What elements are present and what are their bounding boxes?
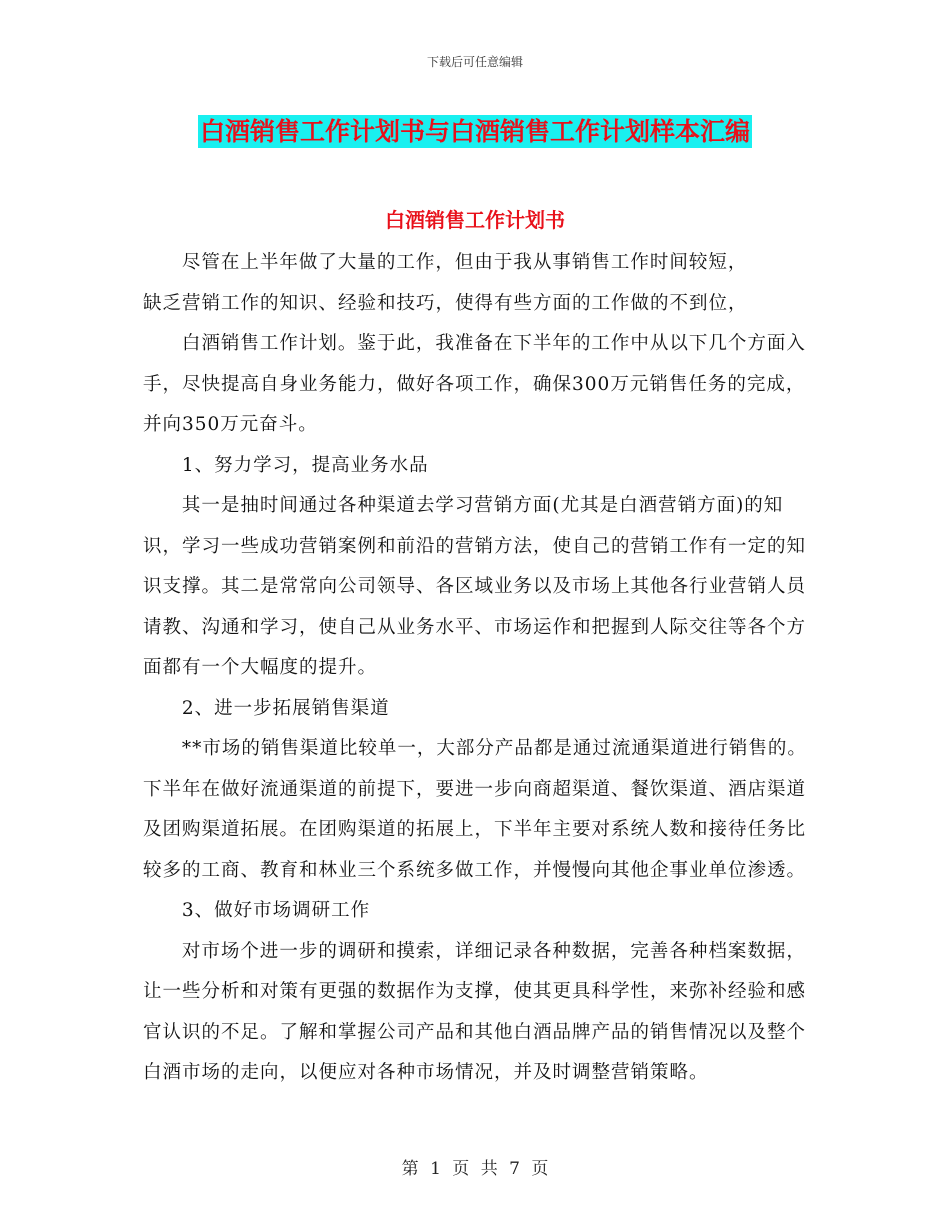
document-title	[0, 112, 950, 148]
paragraph: **市场的销售渠道比较单一，大部分产品都是通过流通渠道进行销售的。下半年在做好流通渠道的前提下，要进一步向商超渠道、餐饮渠道、酒店渠道及团购渠道拓展。在团购渠道的拓展上，下半年主要对系统人数和接待任务比较多的工商、教育和林业三个系统多做工作，并慢慢向其他企事业单位渗透。	[143, 738, 807, 881]
document-body	[143, 243, 808, 1094]
paragraph: 对市场个进一步的调研和摸索，详细记录各种数据，完善各种档案数据，让一些分析和对策有更强的数据作为支撑，使其更具科学性，来弥补经验和感官认识的不足。了解和掌握公司产品和其他白酒品牌产品的销售情况以及整个白酒市场的走向，以便应对各种市场情况，并及时调整营销策略。	[143, 940, 807, 1083]
paragraph: 白酒销售工作计划。鉴于此，我准备在下半年的工作中从以下几个方面入手，尽快提高自身业务能力，做好各项工作，确保300万元销售任务的完成，并向350万元奋斗。	[143, 333, 806, 435]
page-number: 第 1 页 共 7 页	[401, 1159, 549, 1179]
section-heading: 1、努力学习，提高业务水品	[181, 454, 429, 476]
paragraph: 缺乏营销工作的知识、经验和技巧，使得有些方面的工作做的不到位，	[143, 292, 748, 314]
paragraph: 尽管在上半年做了大量的工作，但由于我从事销售工作时间较短，	[181, 252, 748, 273]
section-heading: 2、进一步拓展销售渠道	[181, 697, 390, 719]
header-note: 下载后可任意编辑	[426, 55, 523, 69]
section-title: 白酒销售工作计划书	[385, 208, 565, 232]
paragraph: 其一是抽时间通过各种渠道去学习营销方面(尤其是白酒营销方面)的知识，学习一些成功营销案例和前沿的营销方法，使自己的营销工作有一定的知识支撑。其二是常常向公司领导、各区域业务以及市场上其他各行业营销人员请教、沟通和学习，使自己从业务水平、市场运作和把握到人际交往等各个方面都有一个大幅度的提升。	[143, 495, 807, 678]
document-title-text: 白酒销售工作计划书与白酒销售工作计划样本汇编	[199, 117, 750, 146]
section-heading: 3、做好市场调研工作	[181, 900, 371, 921]
